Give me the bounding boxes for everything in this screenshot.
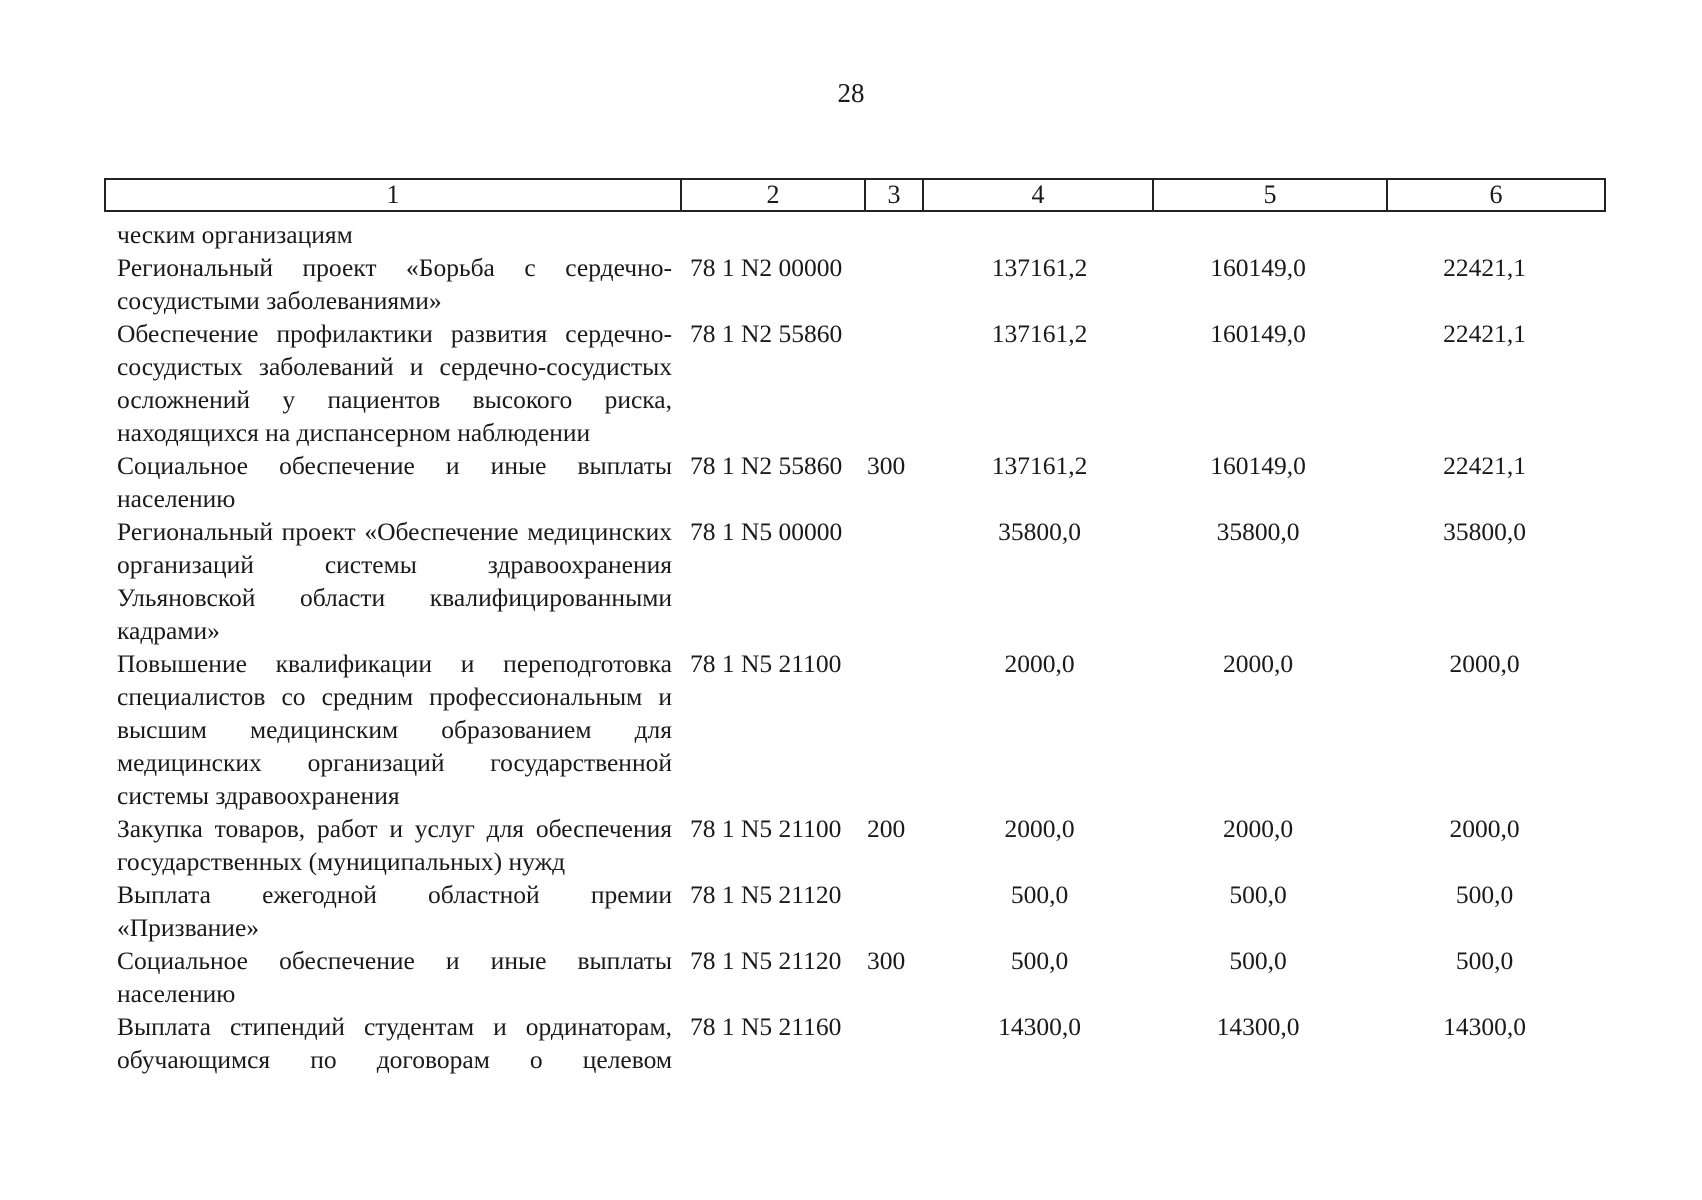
row-value-6: 500,0 xyxy=(1455,946,1514,975)
row-value-6 xyxy=(1377,218,1592,251)
header-col-5: 5 xyxy=(1154,180,1388,210)
row-value-5: 160149,0 xyxy=(1210,451,1306,480)
table-row xyxy=(117,218,1607,251)
row-type: 200 xyxy=(867,814,906,843)
row-type xyxy=(867,878,922,944)
row-value-6: 22421,1 xyxy=(1443,451,1526,480)
row-name: Закупка товаров, работ и услуг для обеспечения государственных (муниципальных) нужд xyxy=(117,814,672,876)
page-number: 28 xyxy=(837,78,865,108)
row-code: 78 1 N2 55860 xyxy=(690,451,843,480)
row-value-5: 2000,0 xyxy=(1222,649,1294,678)
row-value-5 xyxy=(1139,218,1377,251)
row-type xyxy=(867,317,922,449)
row-value-4: 137161,2 xyxy=(991,451,1088,480)
row-value-4: 500,0 xyxy=(1010,946,1069,975)
row-value-4 xyxy=(922,218,1139,251)
row-value-5: 500,0 xyxy=(1229,880,1287,909)
row-value-4: 137161,2 xyxy=(991,319,1088,348)
row-name: Региональный проект «Обеспечение медицинских организаций системы здравоохранения Ульяновской области квалифицированными кадрами» xyxy=(117,517,672,645)
row-type: 300 xyxy=(867,451,906,480)
row-code xyxy=(672,218,867,251)
row-value-5: 35800,0 xyxy=(1216,517,1300,546)
row-type xyxy=(867,647,922,812)
table-row xyxy=(117,1010,1607,1076)
row-name: Социальное обеспечение и иные выплаты населению xyxy=(117,946,672,1008)
row-type xyxy=(867,515,922,647)
header-col-3: 3 xyxy=(866,180,924,210)
row-value-6: 14300,0 xyxy=(1443,1012,1526,1041)
row-code: 78 1 N5 21100 xyxy=(690,649,842,678)
table-row xyxy=(117,878,1607,944)
row-code: 78 1 N5 21160 xyxy=(690,1012,842,1041)
row-type xyxy=(867,1010,922,1076)
header-col-1: 1 xyxy=(106,180,682,210)
row-value-6: 22421,1 xyxy=(1443,319,1526,348)
row-code: 78 1 N5 21120 xyxy=(690,880,842,909)
table-header xyxy=(104,178,1606,212)
table-row xyxy=(117,317,1607,449)
row-name: ческим организациям xyxy=(117,220,353,249)
row-type: 300 xyxy=(867,946,906,975)
row-value-5: 500,0 xyxy=(1229,946,1287,975)
header-col-2: 2 xyxy=(682,180,866,210)
row-code: 78 1 N5 21120 xyxy=(690,946,842,975)
row-value-5: 160149,0 xyxy=(1210,319,1306,348)
row-type xyxy=(867,218,922,251)
row-name: Региональный проект «Борьба с сердечно-сосудистыми заболеваниями» xyxy=(117,253,672,315)
row-value-6: 22421,1 xyxy=(1443,253,1526,282)
row-code: 78 1 N2 55860 xyxy=(690,319,843,348)
row-value-6: 2000,0 xyxy=(1449,814,1520,843)
header-col-4: 4 xyxy=(924,180,1154,210)
row-code: 78 1 N5 00000 xyxy=(690,517,843,546)
table-row xyxy=(117,647,1607,812)
row-value-6: 2000,0 xyxy=(1449,649,1520,678)
header-col-6: 6 xyxy=(1489,180,1503,209)
row-name: Социальное обеспечение и иные выплаты населению xyxy=(117,451,672,513)
row-value-5: 160149,0 xyxy=(1210,253,1306,282)
row-value-6: 35800,0 xyxy=(1443,517,1526,546)
row-value-5: 2000,0 xyxy=(1222,814,1294,843)
table-row xyxy=(117,812,1607,878)
row-code: 78 1 N2 00000 xyxy=(690,253,843,282)
table-row xyxy=(117,944,1607,1010)
row-type xyxy=(867,251,922,317)
row-value-4: 2000,0 xyxy=(1004,814,1075,843)
row-name: Повышение квалификации и переподготовка специалистов со средним профессиональным и высшим медицинским образованием для медицинских организаций государственной системы здравоохранения xyxy=(117,649,672,810)
row-name: Выплата ежегодной областной премии «Призвание» xyxy=(117,880,672,942)
row-value-4: 500,0 xyxy=(1010,880,1069,909)
row-value-5: 14300,0 xyxy=(1216,1012,1300,1041)
table-row xyxy=(117,449,1607,515)
row-value-4: 14300,0 xyxy=(998,1012,1081,1041)
row-name: Обеспечение профилактики развития сердечно-сосудистых заболеваний и сердечно-сосудистых осложнений у пациентов высокого риска, находящихся на диспансерном наблюдении xyxy=(117,319,672,447)
table-row xyxy=(117,251,1607,317)
table-row xyxy=(117,515,1607,647)
row-value-4: 137161,2 xyxy=(991,253,1088,282)
row-name: Выплата стипендий студентам и ординаторам, обучающимся по договорам о целевом xyxy=(117,1012,672,1074)
row-value-4: 35800,0 xyxy=(998,517,1081,546)
row-value-4: 2000,0 xyxy=(1004,649,1075,678)
row-value-6: 500,0 xyxy=(1455,880,1514,909)
table-body xyxy=(117,218,1607,1076)
row-code: 78 1 N5 21100 xyxy=(690,814,842,843)
